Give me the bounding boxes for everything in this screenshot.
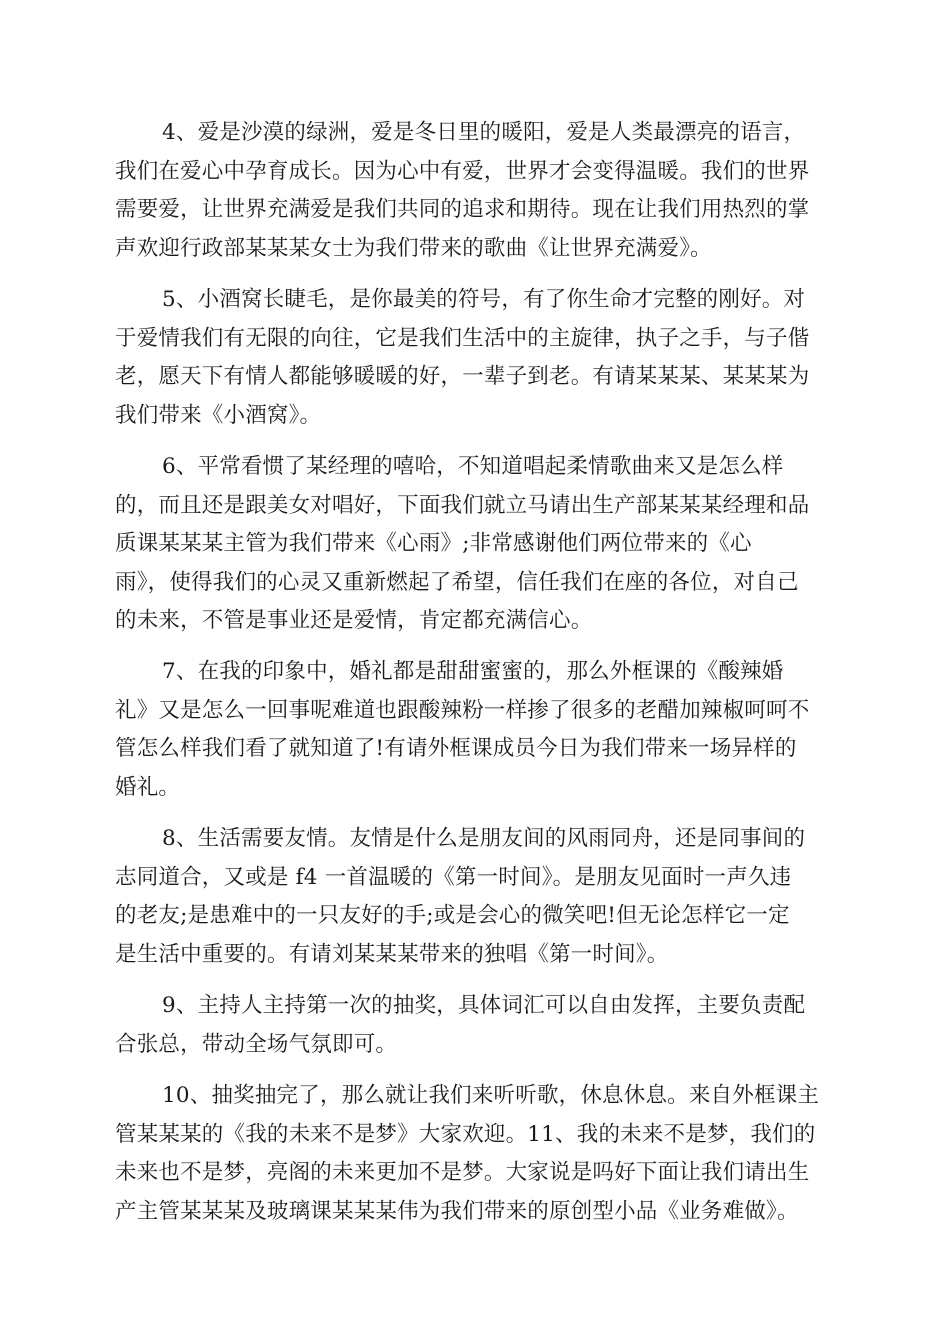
- paragraph-7: [115, 653, 835, 807]
- text-line: 9、主持人主持第一次的抽奖，具体词汇可以自由发挥，主要负责配: [162, 993, 806, 1018]
- text-line: 5、小酒窝长睫毛，是你最美的符号，有了你生命才完整的刚好。对: [162, 287, 806, 312]
- text-line: 的，而且还是跟美女对唱好，下面我们就立马请出生产部某某某经理和品: [115, 492, 810, 518]
- text-line: 10、抽奖抽完了，那么就让我们来听听歌，休息休息。来自外框课主: [162, 1083, 820, 1108]
- text-line: 合张总，带动全场气氛即可。: [115, 1031, 398, 1057]
- text-line: 的老友;是患难中的一只友好的手;或是会心的微笑吧!但无论怎样它一定: [115, 903, 790, 928]
- text-line: 礼》又是怎么一回事呢难道也跟酸辣粉一样掺了很多的老醋加辣椒呵呵不: [115, 697, 810, 723]
- text-line: 志同道合，又或是 f4 一首温暖的《第一时间》。是朋友见面时一声久违: [115, 864, 792, 890]
- text-line: 管某某某的《我的未来不是梦》大家欢迎。11、我的未来不是梦，我们的: [115, 1121, 816, 1147]
- text-line: 于爱情我们有无限的向往，它是我们生活中的主旋律，执子之手，与子偕: [115, 325, 810, 351]
- text-line: 产主管某某某及玻璃课某某某伟为我们带来的原创型小品《业务难做》。: [115, 1198, 799, 1224]
- text-line: 需要爱，让世界充满爱是我们共同的追求和期待。现在让我们用热烈的掌: [115, 197, 810, 222]
- text-line: 我们在爱心中孕育成长。因为心中有爱，世界才会变得温暖。我们的世界: [115, 158, 810, 184]
- paragraph-8: [115, 820, 835, 974]
- text-line: 是生活中重要的。有请刘某某某带来的独唱《第一时间》。: [115, 941, 669, 967]
- paragraph-4: [115, 114, 835, 268]
- text-line: 7、在我的印象中，婚礼都是甜甜蜜蜜的，那么外框课的《酸辣婚: [162, 659, 784, 684]
- text-line: 的未来，不管是事业还是爱情，肯定都充满信心。: [115, 608, 593, 633]
- text-line: 老，愿天下有情人都能够暖暖的好，一辈子到老。有请某某某、某某某为: [115, 364, 810, 389]
- text-line: 管怎么样我们看了就知道了!有请外框课成员今日为我们带来一场异样的: [115, 736, 797, 761]
- text-line: 4、爱是沙漠的绿洲，爱是冬日里的暖阳，爱是人类最漂亮的语言，: [162, 120, 806, 145]
- paragraph-9: [115, 987, 835, 1064]
- text-line: 声欢迎行政部某某某女士为我们带来的歌曲《让世界充满爱》。: [115, 235, 712, 261]
- paragraph-6: [115, 448, 835, 641]
- text-line: 未来也不是梦，亮阁的未来更加不是梦。大家说是吗好下面让我们请出生: [115, 1160, 810, 1185]
- text-line: 我们带来《小酒窝》。: [115, 402, 322, 428]
- text-line: 8、生活需要友情。友情是什么是朋友间的风雨同舟，还是同事间的: [162, 826, 806, 851]
- paragraph-5: [115, 281, 835, 435]
- text-line: 雨》，使得我们的心灵又重新燃起了希望，信任我们在座的各位，对自己: [115, 569, 799, 595]
- text-line: 6、平常看惯了某经理的嘻哈，不知道唱起柔情歌曲来又是怎么样: [162, 454, 784, 479]
- paragraph-10: [115, 1077, 835, 1231]
- text-line: 婚礼。: [115, 774, 181, 800]
- text-line: 质课某某某主管为我们带来《心雨》;非常感谢他们两位带来的《心: [115, 531, 752, 556]
